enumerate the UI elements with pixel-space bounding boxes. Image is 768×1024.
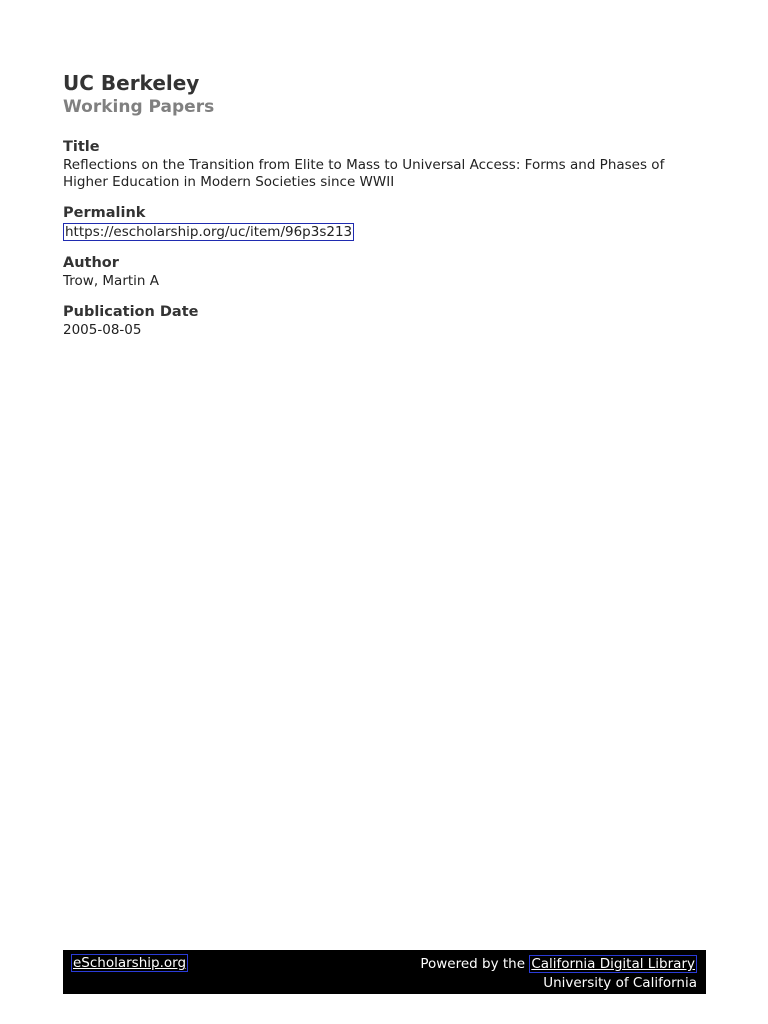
escholarship-link[interactable]: eScholarship.org — [73, 955, 187, 971]
publication-date-value: 2005-08-05 — [63, 322, 142, 338]
author-value: Trow, Martin A — [63, 273, 159, 289]
campus-name: UC Berkeley — [63, 71, 200, 95]
permalink-link[interactable]: https://escholarship.org/uc/item/96p3s213 — [65, 224, 353, 240]
permalink-section — [63, 203, 706, 241]
publication-date-label: Publication Date — [63, 304, 199, 320]
title-label: Title — [63, 139, 100, 155]
title-section — [63, 137, 706, 191]
title-value: Reflections on the Transition from Elite to Mass to Universal Access: Forms and Phases of Higher Education in Modern Societies since WWII — [63, 157, 665, 190]
footer-bar — [63, 950, 706, 994]
powered-by-line — [420, 955, 697, 974]
permalink-label: Permalink — [63, 205, 146, 221]
footer-left — [71, 955, 188, 971]
permalink-wrapper — [63, 223, 706, 241]
publication-date-section — [63, 302, 706, 339]
powered-by-text: Powered by the — [420, 956, 530, 972]
cdl-link[interactable]: California Digital Library — [531, 956, 695, 972]
author-label: Author — [63, 255, 119, 271]
series-name: Working Papers — [63, 97, 215, 117]
university-name: University of California — [543, 975, 697, 991]
metadata-sheet — [63, 71, 706, 351]
footer-right — [420, 955, 697, 993]
author-section — [63, 253, 706, 290]
